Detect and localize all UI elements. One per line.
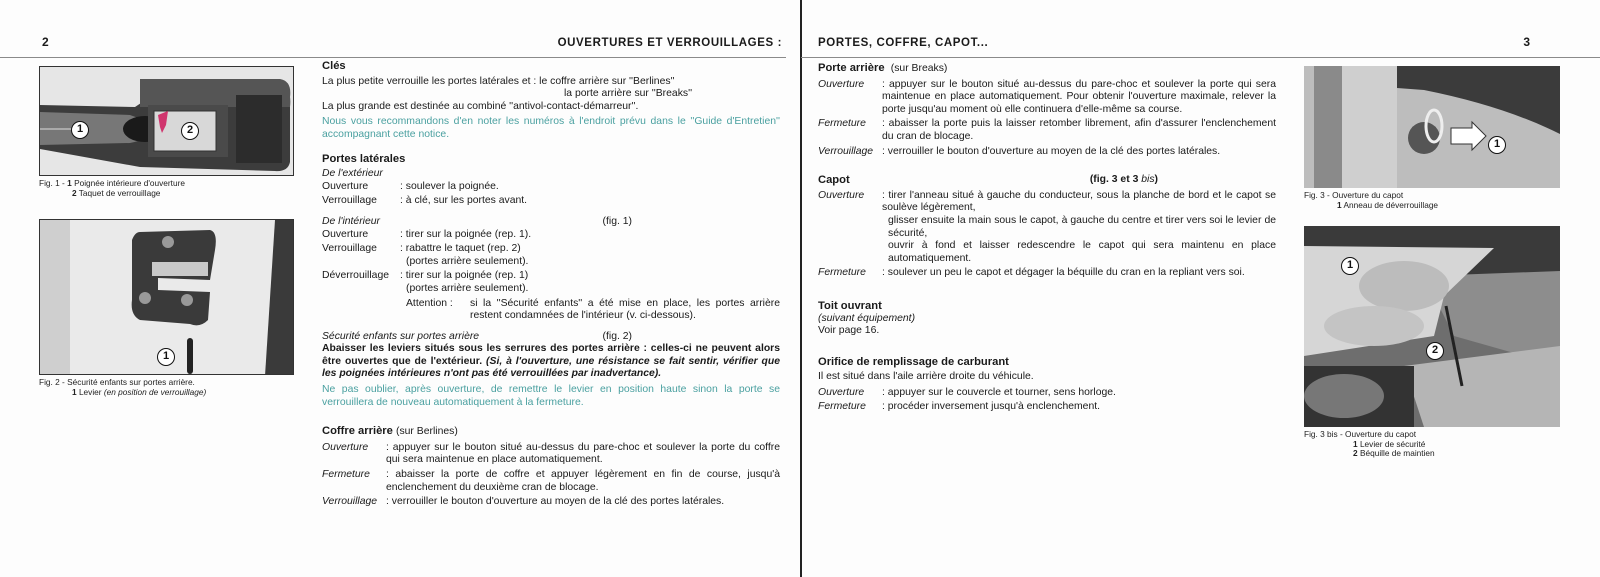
row-porte-ouverture: Ouverture : appuyer sur le bouton situé au-dessus du pare-choc et soulever la porte qui sera maintenue en place automatiquement. Pour obtenir l'ouverture maximale, relever la porte jusqu'au moment où elle continuera d'elle-même sa course. bbox=[818, 78, 1276, 115]
section-title-cles: Clés bbox=[322, 60, 346, 72]
figure-3 bbox=[1304, 66, 1560, 210]
row-verrouillage-ext: Verrouillage : à clé, sur les portes avant. bbox=[322, 195, 528, 207]
figure-3-caption: Fig. 3 - Ouverture du capot 1 Anneau de déverrouillage bbox=[1304, 190, 1439, 210]
row-capot-fermeture: Fermeture : soulever un peu le capot et dégager la béquille du cran en la repliant vers soi. bbox=[818, 267, 1245, 279]
securite-body: Abaisser les leviers situés sous les serrures des portes arrière : celles-ci ne peuvent alors être ouvertes que de l'extérieur. (Si, à l'ouverture, une résistance se fait sentir, vérifier que les poignées intérieures n'ont pas été verrouillées par inadvertance). bbox=[322, 343, 781, 380]
figure-3-photo bbox=[1304, 66, 1560, 188]
open-hood-illustration bbox=[1304, 226, 1560, 427]
row-coffre-verrouillage: Verrouillage : verrouiller le bouton d'ouverture au moyen de la clé des portes latérales. bbox=[322, 496, 725, 508]
figure-2-caption: Fig. 2 - Sécurité enfants sur portes arrière. 1 Levier (en position de verrouillage) bbox=[39, 377, 207, 397]
left-text-column: Clés La plus petite verrouille les portes latérales et : le coffre arrière sur ''Berlines'' la porte arrière sur ''Breaks'' La plus grande est destinée au combiné ''antivol-contact-démarreur''. Nous vous recommandons d'en noter les numéros à l'endroit prévu dans le ''Guide d'Entretien'' accompagnant cette notice. Portes latérales De l'extérieur Ouverture : soulever la poignée. Verrouillage : à clé, sur les portes avant. De l'intérieur (fig. 1) Ouverture : tirer sur la poignée (rep. 1). Verrouillage : rabattre le taquet (rep. 2) (portes arrière seulement). Déverrouillage : tirer sur la poignée (rep. 1) (portes arrière seulement). Attention : si la ''Sécurité enfants'' a été mise en place, les portes arrière restent condamnées de l'intérieur (v. ci-dessous). Sécurité enfants sur portes arrière (fig. 2) Abaisser les leviers situés sous les serrures des portes arrière : celles-ci ne peuvent alors être ouvertes que de l'extérieur. (Si, à l'ouverture, une résistance se fait sentir, vérifier que les poignées intérieures n'ont pas été verrouillées par inadvertance). Ne pas oublier, après ouverture, de remettre le levier en position haute sinon la porte se verrouillera de nouveau automatiquement à la fermeture. Coffre arrière (sur Berlines) Ouverture : appuyer sur le bouton situé au-dessus du pare-choc et soulever la porte du coffre qui sera maintenue en place automatiquement. Fermeture : abaisser la porte de coffre et appuyer légèrement en fin de course, jusqu'à enclenchement du deuxième cran de blocage. Verrouillage : verrouiller le bouton d'ouverture au moyen de la clé des portes latérales. bbox=[322, 60, 781, 508]
row-coffre-fermeture: Fermeture : abaisser la porte de coffre et appuyer légèrement en fin de course, jusqu'à enclenchement du deuxième cran de blocage. bbox=[322, 469, 780, 493]
right-page bbox=[801, 0, 1600, 577]
row-verrouillage-int: Verrouillage : rabattre le taquet (rep. 2) (portes arrière seulement). bbox=[322, 243, 529, 267]
figure-1 bbox=[39, 66, 294, 198]
row-porte-fermeture: Fermeture : abaisser la porte puis la laisser retomber librement, afin d'assurer l'enclenchement du cran de blocage. bbox=[818, 118, 1276, 142]
figure-2-callout-1: 1 bbox=[157, 348, 175, 366]
figure-3bis-callout-1: 1 bbox=[1341, 257, 1359, 275]
row-coffre-ouverture: Ouverture : appuyer sur le bouton situé au-dessus du pare-choc et soulever la porte du coffre qui sera maintenue en place automatiquement. bbox=[322, 441, 780, 466]
figure-2 bbox=[39, 219, 294, 397]
row-ouverture-int: Ouverture : tirer sur la poignée (rep. 1). bbox=[322, 228, 532, 240]
row-porte-verrouillage: Verrouillage : verrouiller le bouton d'ouverture au moyen de la clé des portes latérales. bbox=[818, 145, 1221, 157]
section-title-toit: Toit ouvrant bbox=[818, 299, 882, 312]
figure-3bis bbox=[1304, 226, 1560, 459]
hood-release-illustration bbox=[1304, 66, 1560, 188]
note-securite: Ne pas oublier, après ouverture, de remettre le levier en position haute sinon la porte se verrouillera de nouveau automatiquement à la fermeture. bbox=[322, 384, 780, 408]
figref-fig2: (fig. 2) bbox=[602, 330, 632, 342]
figure-1-callout-2: 2 bbox=[181, 122, 199, 140]
attention-note: Attention : si la ''Sécurité enfants'' a été mise en place, les portes arrière restent condamnées de l'intérieur (v. ci-dessous). bbox=[406, 297, 780, 322]
page-number: 3 bbox=[1523, 35, 1530, 49]
figure-2-photo bbox=[39, 219, 294, 375]
figref-fig1: (fig. 1) bbox=[602, 215, 632, 227]
section-title-portes-laterales: Portes latérales bbox=[322, 152, 406, 165]
figure-3bis-callout-2: 2 bbox=[1426, 342, 1444, 360]
section-title-porte-arriere: Porte arrière (sur Breaks) bbox=[818, 62, 948, 74]
figure-3-callout-1: 1 bbox=[1488, 136, 1506, 154]
figure-1-photo bbox=[39, 66, 294, 176]
figure-1-callout-1: 1 bbox=[71, 121, 89, 139]
row-capot-ouverture: Ouverture : tirer l'anneau situé à gauche du conducteur, sous la planche de bord et le capot se soulève légèrement, glisser ensuite la main sous le capot, à gauche du centre et tirer vers soi le levier de sécurité, ouvrir à fond et laisser redescendre le capot qui sera maintenu en place automatiquement. bbox=[818, 189, 1276, 264]
section-title-capot: Capot (fig. 3 et 3 bis) bbox=[818, 174, 1158, 187]
running-head: OUVERTURES ET VERROUILLAGES : bbox=[557, 37, 782, 49]
row-ouverture-ext: Ouverture : soulever la poignée. bbox=[322, 180, 499, 192]
figure-1-caption: Fig. 1 - 1 Poignée intérieure d'ouverture 2 Taquet de verrouillage bbox=[39, 178, 185, 198]
row-carburant-ouverture: Ouverture : appuyer sur le couvercle et tourner, sens horloge. bbox=[818, 386, 1116, 398]
running-head: PORTES, COFFRE, CAPOT... bbox=[818, 37, 989, 49]
row-deverrouillage-int: Déverrouillage : tirer sur la poignée (rep. 1) (portes arrière seulement). bbox=[322, 270, 529, 294]
figure-3bis-caption: Fig. 3 bis - Ouverture du capot 1 Levier de sécurité 2 Béquille de maintien bbox=[1304, 429, 1435, 458]
figure-3bis-photo bbox=[1304, 226, 1560, 427]
header-rule bbox=[801, 57, 1600, 58]
header-rule bbox=[0, 57, 786, 58]
note-cles: Nous vous recommandons d'en noter les numéros à l'endroit prévu dans le ''Guide d'Entretien'' accompagnant cette notice. bbox=[322, 116, 780, 140]
right-text-column: Porte arrière (sur Breaks) Ouverture : appuyer sur le bouton situé au-dessus du pare-choc et soulever la porte qui sera maintenue en place automatiquement. Pour obtenir l'ouverture maximale, relever la porte jusqu'au moment où elle continuera d'elle-même sa course. Fermeture : abaisser la porte puis la laisser retomber librement, afin d'assurer l'enclenchement du cran de blocage. Verrouillage : verrouiller le bouton d'ouverture au moyen de la clé des portes latérales. Capot (fig. 3 et 3 bis) Ouverture : tirer l'anneau situé à gauche du conducteur, sous la planche de bord et le capot se soulève légèrement, glisser ensuite la main sous le capot, à gauche du centre et tirer vers soi le levier de sécurité, ouvrir à fond et laisser redescendre le capot qui sera maintenu en place automatiquement. Fermeture : soulever un peu le capot et dégager la béquille du cran en la repliant vers soi. Toit ouvrant (suivant équipement) Voir page 16. Orifice de remplissage de carburant Il est situé dans l'aile arrière droite du véhicule. Ouverture : appuyer sur le couvercle et tourner, sens horloge. Fermeture : procéder inversement jusqu'à enclenchement. bbox=[818, 62, 1276, 413]
section-title-carburant: Orifice de remplissage de carburant bbox=[818, 355, 1009, 368]
row-carburant-fermeture: Fermeture : procéder inversement jusqu'à enclenchement. bbox=[818, 401, 1101, 413]
section-title-coffre: Coffre arrière (sur Berlines) bbox=[322, 425, 458, 438]
page-number: 2 bbox=[42, 35, 49, 49]
figref-fig3: (fig. 3 et 3 bis) bbox=[1089, 174, 1158, 186]
